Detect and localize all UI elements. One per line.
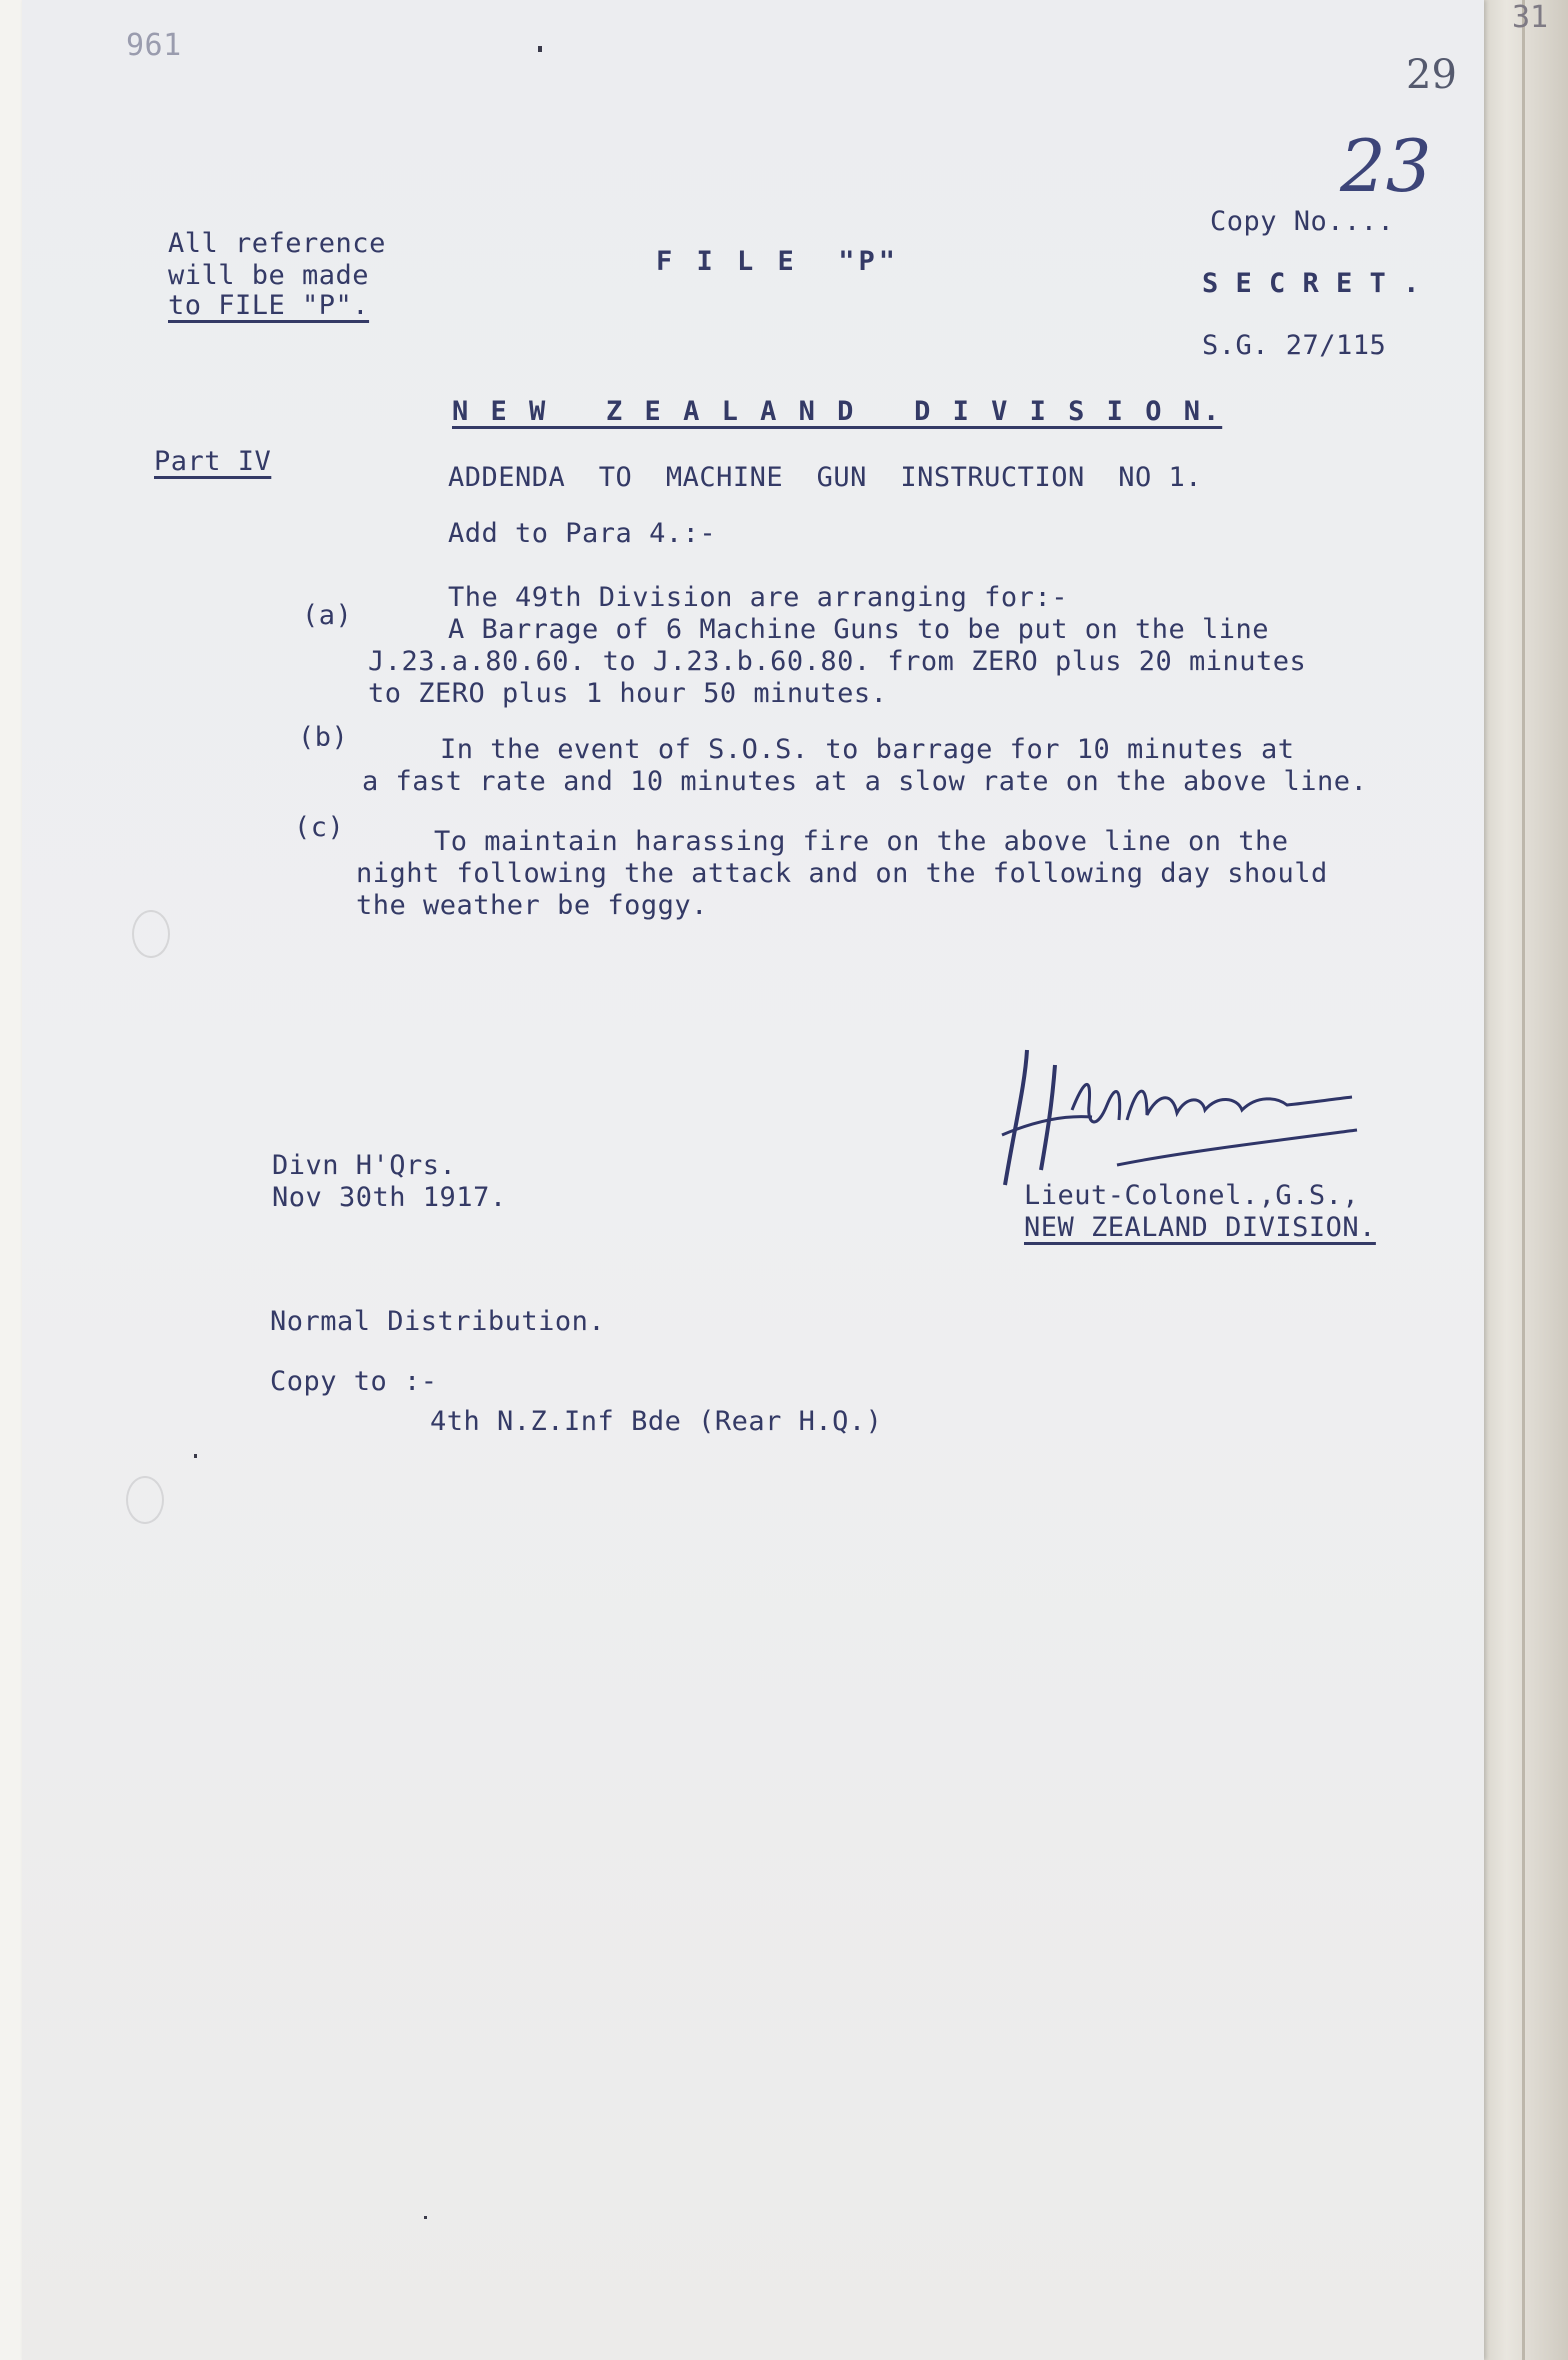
copy-number-handwritten: 23: [1340, 124, 1432, 208]
subject-line: ADDENDA TO MACHINE GUN INSTRUCTION NO 1.: [448, 462, 1202, 493]
archive-number: 961: [126, 28, 182, 63]
ink-speck: [538, 46, 542, 52]
division-title: N E W Z E A L A N D D I V I S I O N.: [452, 396, 1223, 427]
item-c-line2: night following the attack and on the following day should: [356, 858, 1328, 889]
reference-number: S.G. 27/115: [1202, 330, 1387, 361]
page-number: 29: [1406, 52, 1457, 98]
ink-speck: [424, 2216, 427, 2219]
item-b-marker: (b): [298, 722, 349, 753]
distribution-label: Normal Distribution.: [270, 1306, 606, 1337]
item-b-line1: In the event of S.O.S. to barrage for 10 minutes at: [440, 734, 1295, 765]
copy-to-recipient: 4th N.Z.Inf Bde (Rear H.Q.): [430, 1406, 883, 1437]
document-page: [22, 0, 1484, 2360]
punch-hole-lower: [126, 1476, 164, 1524]
copy-to-label: Copy to :-: [270, 1366, 438, 1397]
origin-line2: Nov 30th 1917.: [272, 1182, 507, 1213]
item-a-line1: A Barrage of 6 Machine Guns to be put on the line: [448, 614, 1270, 645]
back-page-fragment: 31: [1512, 0, 1549, 35]
ink-speck: [194, 1454, 197, 1458]
arrangement-intro: The 49th Division are arranging for:-: [448, 582, 1068, 613]
item-a-marker: (a): [302, 600, 353, 631]
signatory-unit: NEW ZEALAND DIVISION.: [1024, 1212, 1376, 1243]
item-a-line3: to ZERO plus 1 hour 50 minutes.: [368, 678, 888, 709]
item-c-line3: the weather be foggy.: [356, 890, 708, 921]
reference-note-line1: All reference: [168, 228, 386, 259]
signatory-rank: Lieut-Colonel.,G.S.,: [1024, 1180, 1360, 1211]
add-to-para: Add to Para 4.:-: [448, 518, 717, 549]
part-label: Part IV: [154, 446, 272, 477]
item-a-line2: J.23.a.80.60. to J.23.b.60.80. from ZERO plus 20 minutes: [368, 646, 1307, 677]
signature-image: [997, 1025, 1377, 1195]
back-page-edge: [1480, 0, 1568, 2360]
item-b-line2: a fast rate and 10 minutes at a slow rate on the above line.: [362, 766, 1368, 797]
reference-note-line3: to FILE "P".: [168, 290, 370, 321]
item-c-marker: (c): [294, 812, 345, 843]
classification: S E C R E T .: [1202, 268, 1420, 299]
copy-number-label: Copy No....: [1210, 206, 1395, 237]
punch-hole-upper: [132, 910, 170, 958]
origin-line1: Divn H'Qrs.: [272, 1150, 457, 1181]
item-c-line1: To maintain harassing fire on the above line on the: [434, 826, 1289, 857]
reference-note-line2: will be made: [168, 260, 370, 291]
file-label: F I L E "P": [656, 246, 900, 277]
